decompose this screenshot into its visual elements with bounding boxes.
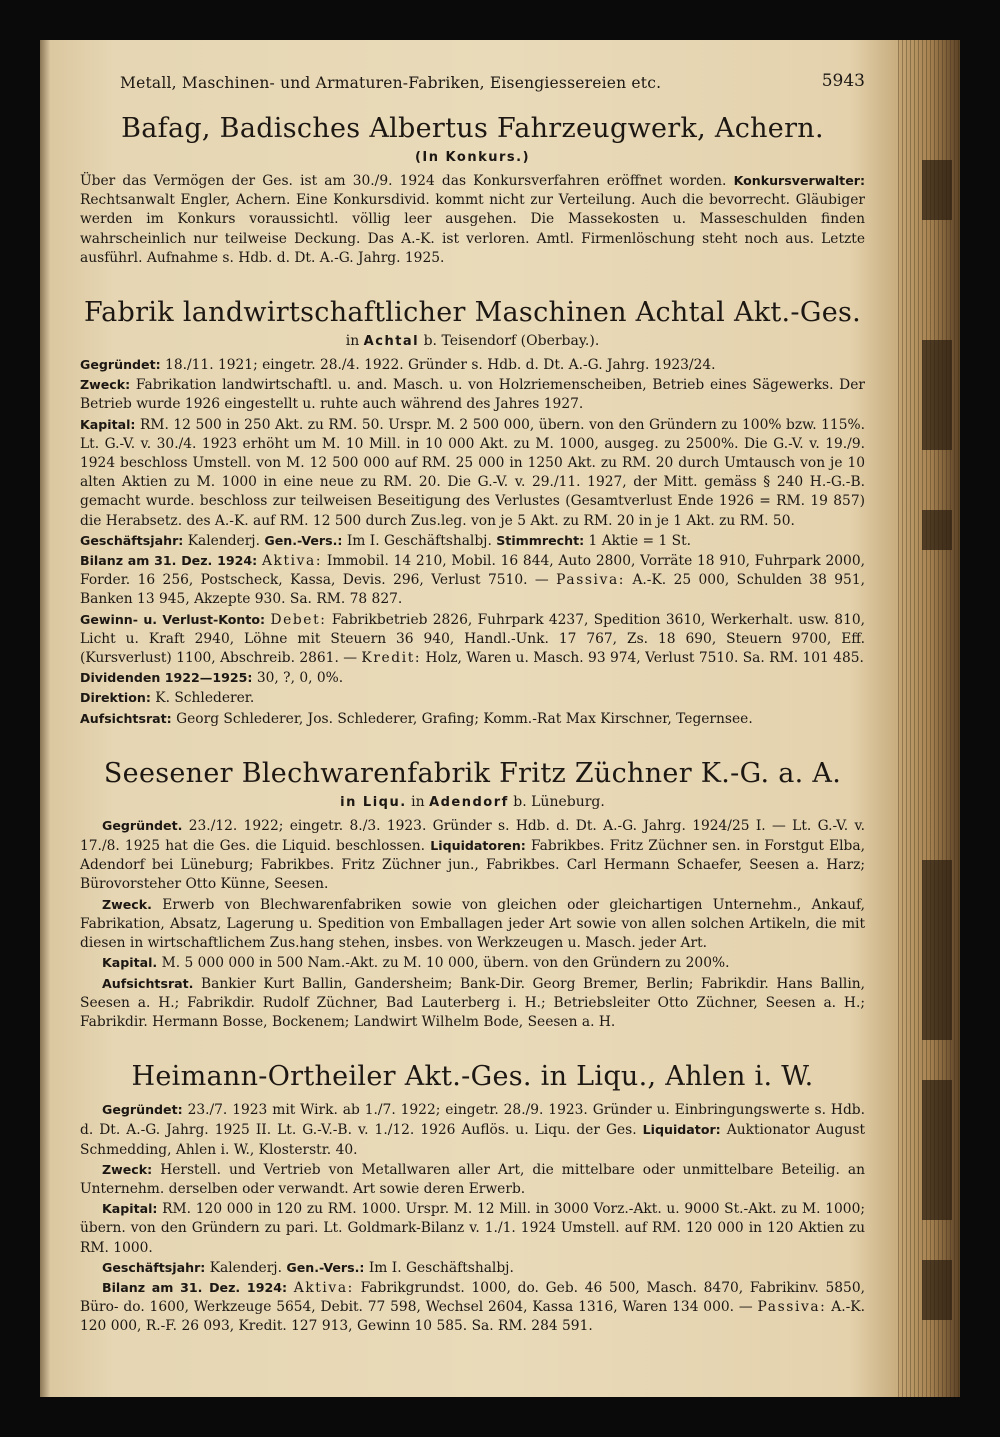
paragraph-bilanz (80, 1278, 865, 1337)
text: Fabrikbes. Fritz Züchner sen. in Forstgut Elba, Adendorf bei Lüneburg; Fabrikbes. Fritz Züchner jun., Fabrikbes. Carl Hermann Schaefer, Seesen a. Harz; Bürovorsteher Otto Künne, Seesen. (80, 838, 865, 893)
label: Geschäftsjahr: (102, 1259, 206, 1275)
label: Gegründet: (80, 357, 161, 373)
company-subtitle (80, 793, 865, 812)
subtitle-in: in (345, 333, 360, 350)
label: Geschäftsjahr: (80, 532, 184, 548)
paragraph-geschaeftsjahr (80, 1258, 865, 1278)
running-head (120, 70, 865, 96)
label: Zweck: (102, 1161, 153, 1177)
paragraph-gegruendet (80, 1100, 865, 1160)
label: Gen.-Vers.: (286, 1259, 365, 1275)
text: Fabrikgrundst. 1000, do. Geb. 46 500, Masch. 8470, Fabrikinv. 5850, Büro- do. 1600, Werkzeuge 5654, Debit. 77 598, Wechsel 2604, Kassa 1316, Waren 134 000. — (80, 1279, 865, 1316)
text: Erwerb von Blechwarenfabriken sowie von gleichen oder gleichartigen Unternehm., Ankauf, Fabrikation, Absatz, Lagerung u. Spedition von Emballagen jeder Art sowie von allen solchen Artikeln, die mit diesen in wirtschaftlichem Zus.hang stehen, insbes. von Werkzeugen u. Masch. jeder Art. (80, 896, 865, 952)
text: 23./7. 1923 mit Wirk. ab 1./7. 1922; eingetr. 28./9. 1923. Gründer u. Einbringungswerte s. Hdb. d. Dt. A.-G. Jahrg. 1925 II. Lt. G.-V.-B. v. 1./12. 1926 Auflös. u. Liqu. der Ges. (80, 1102, 865, 1139)
page-binding (40, 40, 50, 1397)
text: RM. 120 000 in 120 zu RM. 1000. Urspr. M. 12 Mill. in 3000 Vorz.-Akt. u. 9000 St.-Akt. zu M. 1000; übern. von den Gründern zu pari. Lt. Goldmark-Bilanz v. 1./1. 1924 Umstell. auf RM. 120 000 in 120 Aktien zu RM. 1000. (80, 1201, 865, 1256)
paragraph-dividenden (80, 668, 865, 688)
page-content (80, 70, 865, 1337)
running-head-title: Metall, Maschinen- und Armaturen-Fabriken, Eisengiessereien etc. (120, 74, 662, 92)
label: Zweck. (102, 896, 152, 912)
company-subtitle (80, 332, 865, 351)
paragraph-kapital (80, 953, 865, 973)
paragraph-kapital (80, 415, 865, 531)
company-title: Seesener Blechwarenfabrik Fritz Züchner K.-G. a. A. (103, 757, 842, 789)
paragraph-bilanz (80, 551, 865, 610)
text: K. Schlederer. (155, 690, 255, 707)
text: A.-K. 25 000, Schulden 38 951, Banken 13 945, Akzepte 930. Sa. RM. 78 827. (80, 572, 865, 608)
label: Liquidator: (642, 1122, 721, 1138)
aktiva-word: Aktiva: (261, 553, 323, 570)
paragraph-kapital (80, 1199, 865, 1258)
label: Direktion: (80, 690, 151, 706)
label-konkursverwalter: Konkursverwalter: (733, 173, 865, 188)
status-label: (In Konkurs.) (414, 150, 531, 165)
text: 1 Aktie = 1 St. (588, 532, 692, 549)
company-title: Fabrik landwirtschaftlicher Maschinen Achtal Akt.-Ges. (83, 297, 862, 329)
label: Aufsichtsrat. (102, 975, 194, 991)
company-subtitle (80, 148, 865, 167)
company-title: Heimann-Ortheiler Akt.-Ges. in Liqu., Ahlen i. W. (131, 1061, 814, 1093)
text: Holz, Waren u. Masch. 93 974, Verlust 7510. Sa. RM. 101 485. (425, 650, 864, 667)
label: Gegründet. (102, 817, 183, 833)
entry-heimann-ortheiler (80, 1060, 865, 1336)
paragraph-zweck (80, 895, 865, 954)
label: Kapital: (102, 1201, 158, 1217)
paragraph-aufsichtsrat (80, 709, 865, 729)
subtitle-location: b. Lüneburg. (513, 793, 605, 810)
text: Im I. Geschäftshalbj. (368, 1259, 514, 1276)
entry-bafag (80, 112, 865, 268)
text: 23./12. 1922; eingetr. 8./3. 1923. Gründer s. Hdb. d. Dt. A.-G. Jahrg. 1924/25 I. — Lt. G.-V. v. 17./8. 1925 hat die Ges. die Liquid. beschlossen. (80, 817, 865, 855)
subtitle-location: b. Teisendorf (Oberbay.). (423, 333, 600, 350)
entry-seesener (80, 757, 865, 1032)
text: Rechtsanwalt Engler, Achern. Eine Konkursdivid. kommt nicht zur Verteilung. Auch die bevorrecht. Gläubiger werden im Konkurs voraussichtl. völlig leer ausgehen. Die Massekosten u. Masseschulden finden wahrscheinlich nur teilweise Deckung. Das A.-K. ist verloren. Amtl. Firmenlöschung steht noch aus. Letzte ausführl. Aufnahme s. Hdb. d. Dt. A.-G. Jahrg. 1925. (80, 192, 865, 266)
text: RM. 12 500 in 250 Akt. zu RM. 50. Urspr. M. 2 500 000, übern. von den Gründern zu 100% bzw. 115%. Lt. G.-V. v. 30./4. 1923 erhöht um M. 10 Mill. in 10 000 Akt. zu M. 1000, ausgeg. zu 2500%. Die G.-V. v. 19./9. 1924 beschloss Umstell. von M. 12 500 000 auf RM. 25 000 in 1250 Akt. zu RM. 20 durch Umtausch von je 10 alten Aktien zu M. 1000 in eine neue zu RM. 20. Die G.-V. v. 29./11. 1927, der Mitt. gemäss § 240 H.-G.-B. gemacht wurde. beschloss zur teilweisen Beseitigung des Verlustes (Gesamtverlust Ende 1926 = RM. 19 857) die Herabsetz. des A.-K. auf RM. 12 500 durch Zus.leg. von je 5 Akt. zu RM. 20 in je 1 Akt. zu RM. 50. (80, 416, 865, 529)
paragraph-zweck (80, 1160, 865, 1199)
label: Kapital: (80, 416, 136, 432)
text: Fabrikation landwirtschaftl. u. and. Masch. u. von Holzriemenscheiben, Betrieb eines Sägewerks. Der Betrieb wurde 1926 eingestellt u. ruhte auch während des Jahres 1927. (80, 377, 866, 413)
passiva-word: Passiva: (556, 572, 626, 589)
text: Herstell. und Vertrieb von Metallwaren aller Art, die mittelbare oder unmittelbare Beteilig. an Unternehm. derselben oder verwandt. Art sowie deren Erwerb. (80, 1161, 865, 1197)
debet-word: Debet: (270, 611, 327, 628)
subtitle-place: Adendorf (429, 794, 509, 810)
label: Bilanz am 31. Dez. 1924: (80, 553, 258, 569)
aktiva-word: Aktiva: (293, 1279, 354, 1296)
text: Kalenderj. (209, 1259, 282, 1276)
text: 18./11. 1921; eingetr. 28./4. 1922. Gründer s. Hdb. d. Dt. A.-G. Jahrg. 1923/24. (165, 357, 716, 374)
passiva-word: Passiva: (757, 1299, 827, 1316)
label: Gewinn- u. Verlust-Konto: (80, 611, 266, 627)
text: Kalenderj. (187, 532, 260, 549)
subtitle-in: in (411, 793, 425, 810)
paragraph-aufsichtsrat (80, 974, 865, 1033)
text: Fabrikbetrieb 2826, Fuhrpark 4237, Spedition 3610, Werkerhalt. usw. 810, Licht u. Kraft 2940, Löhne mit Steuern 36 940, Handl.-Unk. 17 767, Zs. 18 690, Steuern 9700, Eff. (Kursverlust) 1100, Abschreib. 2861. — (80, 611, 866, 667)
paragraph (80, 171, 865, 268)
kredit-word: Kredit: (361, 650, 422, 667)
entry-achtal (80, 296, 865, 729)
paragraph-direktion (80, 688, 865, 708)
text: Über das Vermögen der Ges. ist am 30./9. 1924 das Konkursverfahren eröffnet worden. (80, 173, 727, 189)
label: Zweck: (80, 377, 131, 393)
book-page (40, 40, 960, 1397)
text: Bankier Kurt Ballin, Gandersheim; Bank-Dir. Georg Bremer, Berlin; Fabrikdir. Hans Ballin, Seesen a. H.; Fabrikdir. Rudolf Züchner, Bad Lauterberg i. H.; Betriebsleiter Otto Züchner, Seesen a. H.; Fabrikdir. Hermann Bosse, Bockenem; Landwirt Wilhelm Bode, Seesen a. H. (80, 975, 866, 1030)
subtitle-place: Achtal (363, 334, 420, 350)
text: M. 5 000 000 in 500 Nam.-Akt. zu M. 10 000, übern. von den Gründern zu 200%. (161, 955, 730, 972)
company-title: Bafag, Badisches Albertus Fahrzeugwerk, Achern. (121, 113, 824, 144)
text: Auktionator August Schmedding, Ahlen i. W., Klosterstr. 40. (80, 1122, 865, 1158)
paragraph-geschaeftsjahr (80, 531, 865, 551)
subtitle-liqu: in Liqu. (340, 794, 407, 810)
label: Bilanz am 31. Dez. 1924: (102, 1279, 288, 1295)
label: Gen.-Vers.: (264, 532, 343, 548)
paragraph-guv (80, 610, 865, 669)
label: Liquidatoren: (430, 838, 526, 854)
label: Stimmrecht: (496, 532, 585, 548)
label: Aufsichtsrat: (80, 710, 172, 726)
paragraph-gegruendet (80, 816, 865, 895)
label: Kapital. (102, 955, 158, 971)
text: Im I. Geschäftshalbj. (346, 532, 492, 549)
label: Dividenden 1922—1925: (80, 670, 253, 686)
text: Georg Schlederer, Jos. Schlederer, Grafing; Komm.-Rat Max Kirschner, Tegernsee. (176, 710, 753, 727)
page-edges (898, 40, 960, 1397)
page-number: 5943 (821, 71, 865, 91)
label: Gegründet: (102, 1102, 183, 1118)
text: Immobil. 14 210, Mobil. 16 844, Auto 2800, Vorräte 18 910, Fuhrpark 2000, Forder. 16 256, Postscheck, Kassa, Devis. 296, Verlust 7510. — (80, 553, 865, 589)
paragraph-gegruendet (80, 355, 865, 375)
text: 30, ?, 0, 0%. (256, 670, 344, 687)
paragraph-zweck (80, 375, 865, 414)
text: A.-K. 120 000, R.-F. 26 093, Kredit. 127 913, Gewinn 10 585. Sa. RM. 284 591. (80, 1299, 865, 1335)
